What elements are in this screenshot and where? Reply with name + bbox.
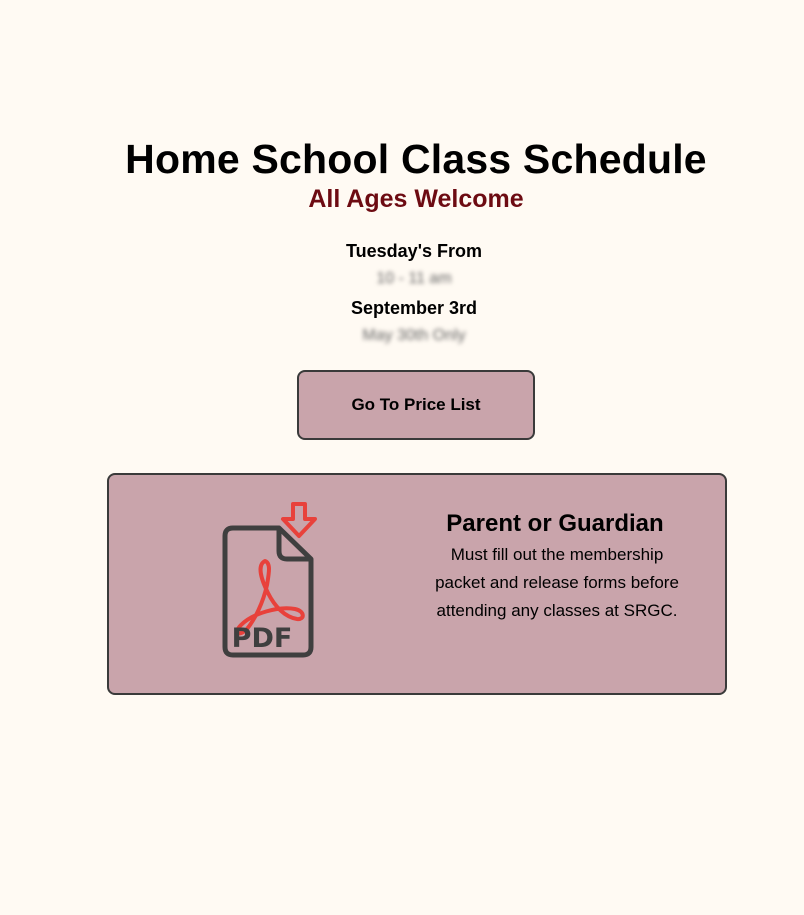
- membership-info-card: [107, 473, 727, 695]
- card-description: Must fill out the membership packet and release forms before attending any classes at SRGC.: [435, 545, 679, 620]
- page-title: Home School Class Schedule: [125, 136, 707, 182]
- pdf-download-icon[interactable]: [213, 499, 335, 659]
- pdf-icon-label: PDF: [231, 623, 293, 654]
- schedule-time: 10 - 11 am: [376, 270, 452, 287]
- schedule-days: Tuesday's From: [346, 241, 482, 261]
- schedule-end-date: May 30th Only: [362, 327, 466, 344]
- price-list-button[interactable]: [297, 370, 535, 440]
- page-subtitle: All Ages Welcome: [308, 185, 524, 213]
- card-title: Parent or Guardian: [446, 510, 664, 537]
- price-list-button-label: Go To Price List: [351, 395, 481, 414]
- schedule-start-date: September 3rd: [350, 298, 478, 318]
